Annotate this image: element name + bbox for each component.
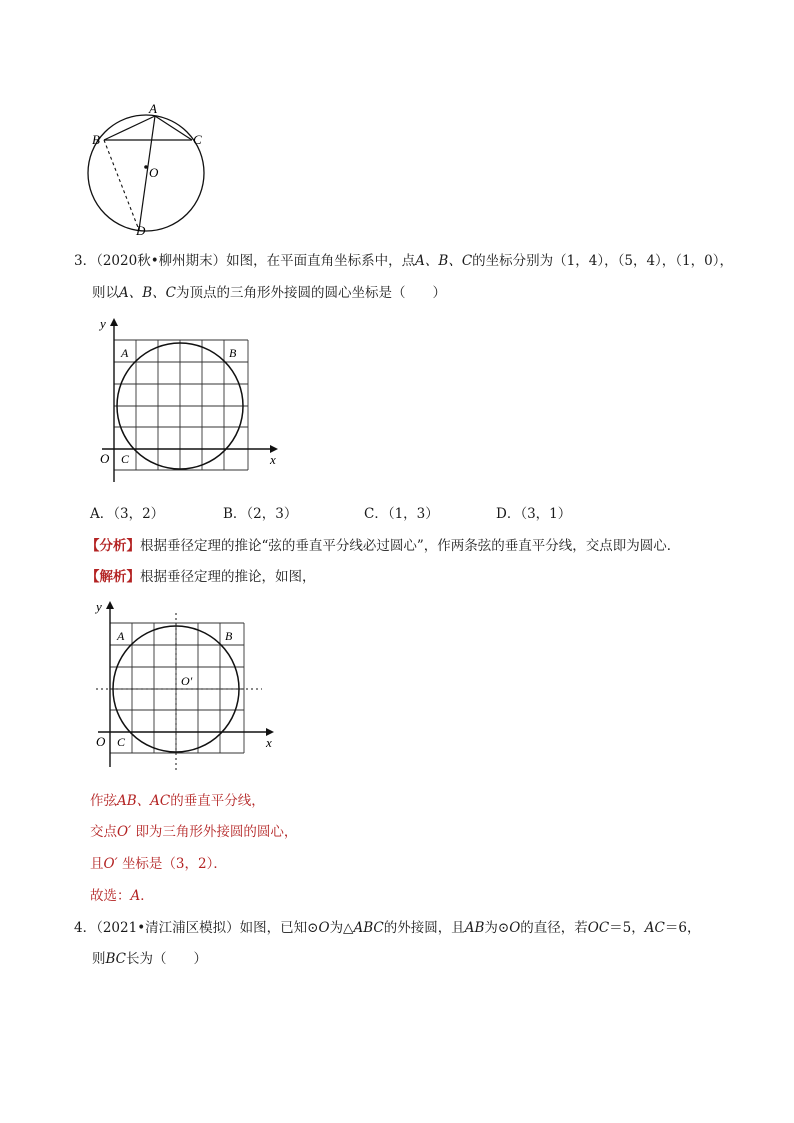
q3-number: 3． <box>74 253 97 269</box>
y-axis-arrow <box>106 601 114 609</box>
label-C: C <box>193 132 202 147</box>
label-C: C <box>117 735 126 749</box>
label-C: C <box>121 452 130 466</box>
label-A: A <box>149 101 157 116</box>
label-x: x <box>266 735 272 750</box>
option-c: C．（1，3） <box>364 506 439 522</box>
option-d: D．（3，1） <box>496 506 572 522</box>
answer-line: 故选：A． <box>90 888 154 904</box>
analysis-tag: 【分析】 <box>86 538 140 554</box>
circle-triangle-figure <box>80 95 220 240</box>
chord-AC <box>155 116 192 140</box>
step1-line: 作弦AB、AC的垂直平分线， <box>90 793 265 809</box>
chord-BD-dashed <box>104 140 139 230</box>
label-A: A <box>117 629 125 643</box>
label-O: O <box>100 451 110 466</box>
label-O: O <box>149 165 159 180</box>
label-y: y <box>100 316 106 331</box>
label-B: B <box>225 629 233 643</box>
label-A: A <box>121 346 129 360</box>
center-dot <box>144 165 148 169</box>
step2-line: 交点O′ 即为三角形外接圆的圆心， <box>90 824 298 840</box>
solution-tag: 【解析】 <box>86 569 140 585</box>
q3-source: （2020秋•柳州期末） <box>96 253 227 269</box>
q4-line1: 4．（2021•清江浦区模拟）如图，已知⊙O为△ABC的外接圆，且AB为⊙O的直径，若OC＝5，AC＝6， <box>74 920 701 936</box>
q3-line2: 则以A、B、C为顶点的三角形外接圆的圆心坐标是（ ） <box>92 285 446 301</box>
label-B: B <box>92 132 100 147</box>
solution-coordinate-grid <box>86 595 286 775</box>
q3-line1: 3．（2020秋•柳州期末）如图，在平面直角坐标系中，点A、B、C的坐标分别为（1，4），（5，4），（1，0）， <box>74 253 733 269</box>
label-y: y <box>96 599 102 614</box>
q4-source: （2021•清江浦区模拟） <box>96 920 240 936</box>
y-axis-arrow <box>110 318 118 326</box>
circumcircle <box>88 115 204 231</box>
label-x: x <box>270 452 276 467</box>
solution-line: 【解析】根据垂径定理的推论，如图， <box>86 569 316 585</box>
label-B: B <box>229 346 237 360</box>
label-D: D <box>136 223 146 238</box>
label-O: O <box>96 734 106 749</box>
q4-number: 4． <box>74 920 97 936</box>
step3-line: 且O′ 坐标是（3，2）． <box>90 856 227 872</box>
analysis-line: 【分析】根据垂径定理的推论“弦的垂直平分线必过圆心”，作两条弦的垂直平分线，交点即为圆心． <box>86 538 681 554</box>
chord-AB <box>104 116 155 140</box>
option-a: A．（3，2） <box>90 506 165 522</box>
q4-line2: 则BC长为（ ） <box>92 951 208 967</box>
option-b: B．（2，3） <box>223 506 298 522</box>
q3-coordinate-grid <box>90 312 290 487</box>
label-O-prime: O′ <box>181 674 193 688</box>
